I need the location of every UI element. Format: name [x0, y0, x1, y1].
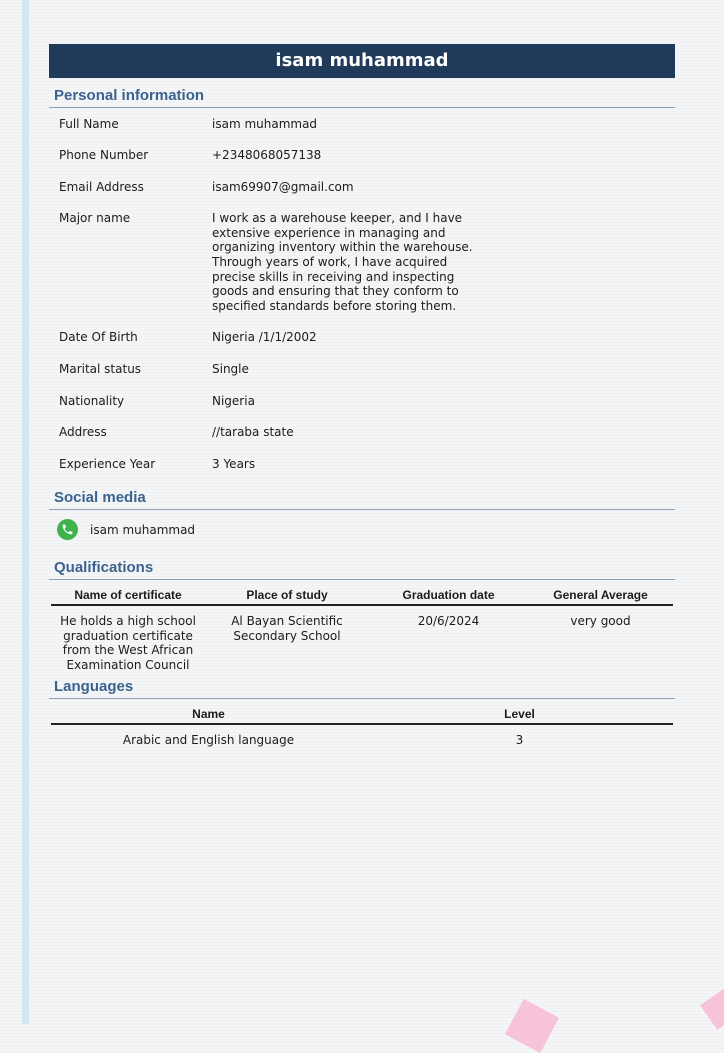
personal-info-table — [49, 108, 675, 480]
table-cell: very good — [570, 613, 631, 628]
languages-table — [51, 699, 673, 752]
social-name: isam muhammad — [90, 522, 196, 537]
info-row — [49, 171, 675, 203]
info-row — [49, 203, 675, 322]
info-value: I work as a warehouse keeper, and I have extensive experience in managing and organizing inventory within the warehouse. Through years of work, I have acquired precise skills in receiving and inspecting goods and ensuring that they conform to specified standards before storing them. — [212, 211, 473, 313]
info-value: isam muhammad — [212, 116, 318, 131]
table-header-row — [51, 580, 673, 605]
info-row — [49, 417, 675, 449]
qualifications-table — [51, 580, 673, 676]
info-label: Date Of Birth — [59, 330, 138, 345]
section-title-social: Social media — [49, 489, 675, 510]
info-value: 3 Years — [212, 456, 256, 471]
whatsapp-icon — [57, 519, 78, 540]
table-cell: 3 — [515, 733, 524, 748]
info-value: isam69907@gmail.com — [212, 179, 354, 194]
info-row — [49, 448, 675, 480]
cv-name-header: isam muhammad — [49, 44, 675, 78]
info-label: Full Name — [59, 116, 119, 131]
info-value: Nigeria /1/1/2002 — [212, 330, 317, 345]
table-header-row — [51, 699, 673, 724]
table-cell: Arabic and English language — [122, 733, 295, 748]
info-row — [49, 354, 675, 386]
info-value: Single — [212, 362, 249, 377]
info-label: Phone Number — [59, 148, 149, 163]
info-label: Experience Year — [59, 456, 156, 471]
info-label: Address — [59, 425, 107, 440]
section-title-languages: Languages — [49, 678, 675, 699]
info-label: Email Address — [59, 179, 144, 194]
column-header: Level — [366, 699, 673, 724]
section-title-personal: Personal information — [49, 87, 675, 108]
cv-page — [49, 44, 675, 752]
column-header: General Average — [528, 580, 673, 605]
column-header: Place of study — [205, 580, 369, 605]
corner-decoration — [505, 999, 559, 1053]
info-label: Nationality — [59, 393, 125, 408]
info-row — [49, 385, 675, 417]
info-row — [49, 140, 675, 172]
info-label: Marital status — [59, 362, 142, 377]
left-border-stripe — [22, 0, 29, 1024]
section-title-qualifications: Qualifications — [49, 559, 675, 580]
column-header: Name — [51, 699, 366, 724]
column-header: Name of certificate — [51, 580, 205, 605]
info-row — [49, 108, 675, 140]
table-row — [51, 605, 673, 676]
table-row — [51, 724, 673, 752]
table-cell: 20/6/2024 — [417, 613, 480, 628]
column-header: Graduation date — [369, 580, 528, 605]
info-value: +2348068057138 — [212, 148, 322, 163]
info-label: Major name — [59, 211, 131, 226]
info-row — [49, 322, 675, 354]
info-value: Nigeria — [212, 393, 255, 408]
table-cell: Al Bayan Scientific Secondary School — [231, 613, 343, 643]
table-cell: He holds a high school graduation certificate from the West African Examination Council — [60, 613, 196, 672]
info-value: //taraba state — [212, 425, 294, 440]
social-item-whatsapp[interactable] — [49, 510, 675, 550]
